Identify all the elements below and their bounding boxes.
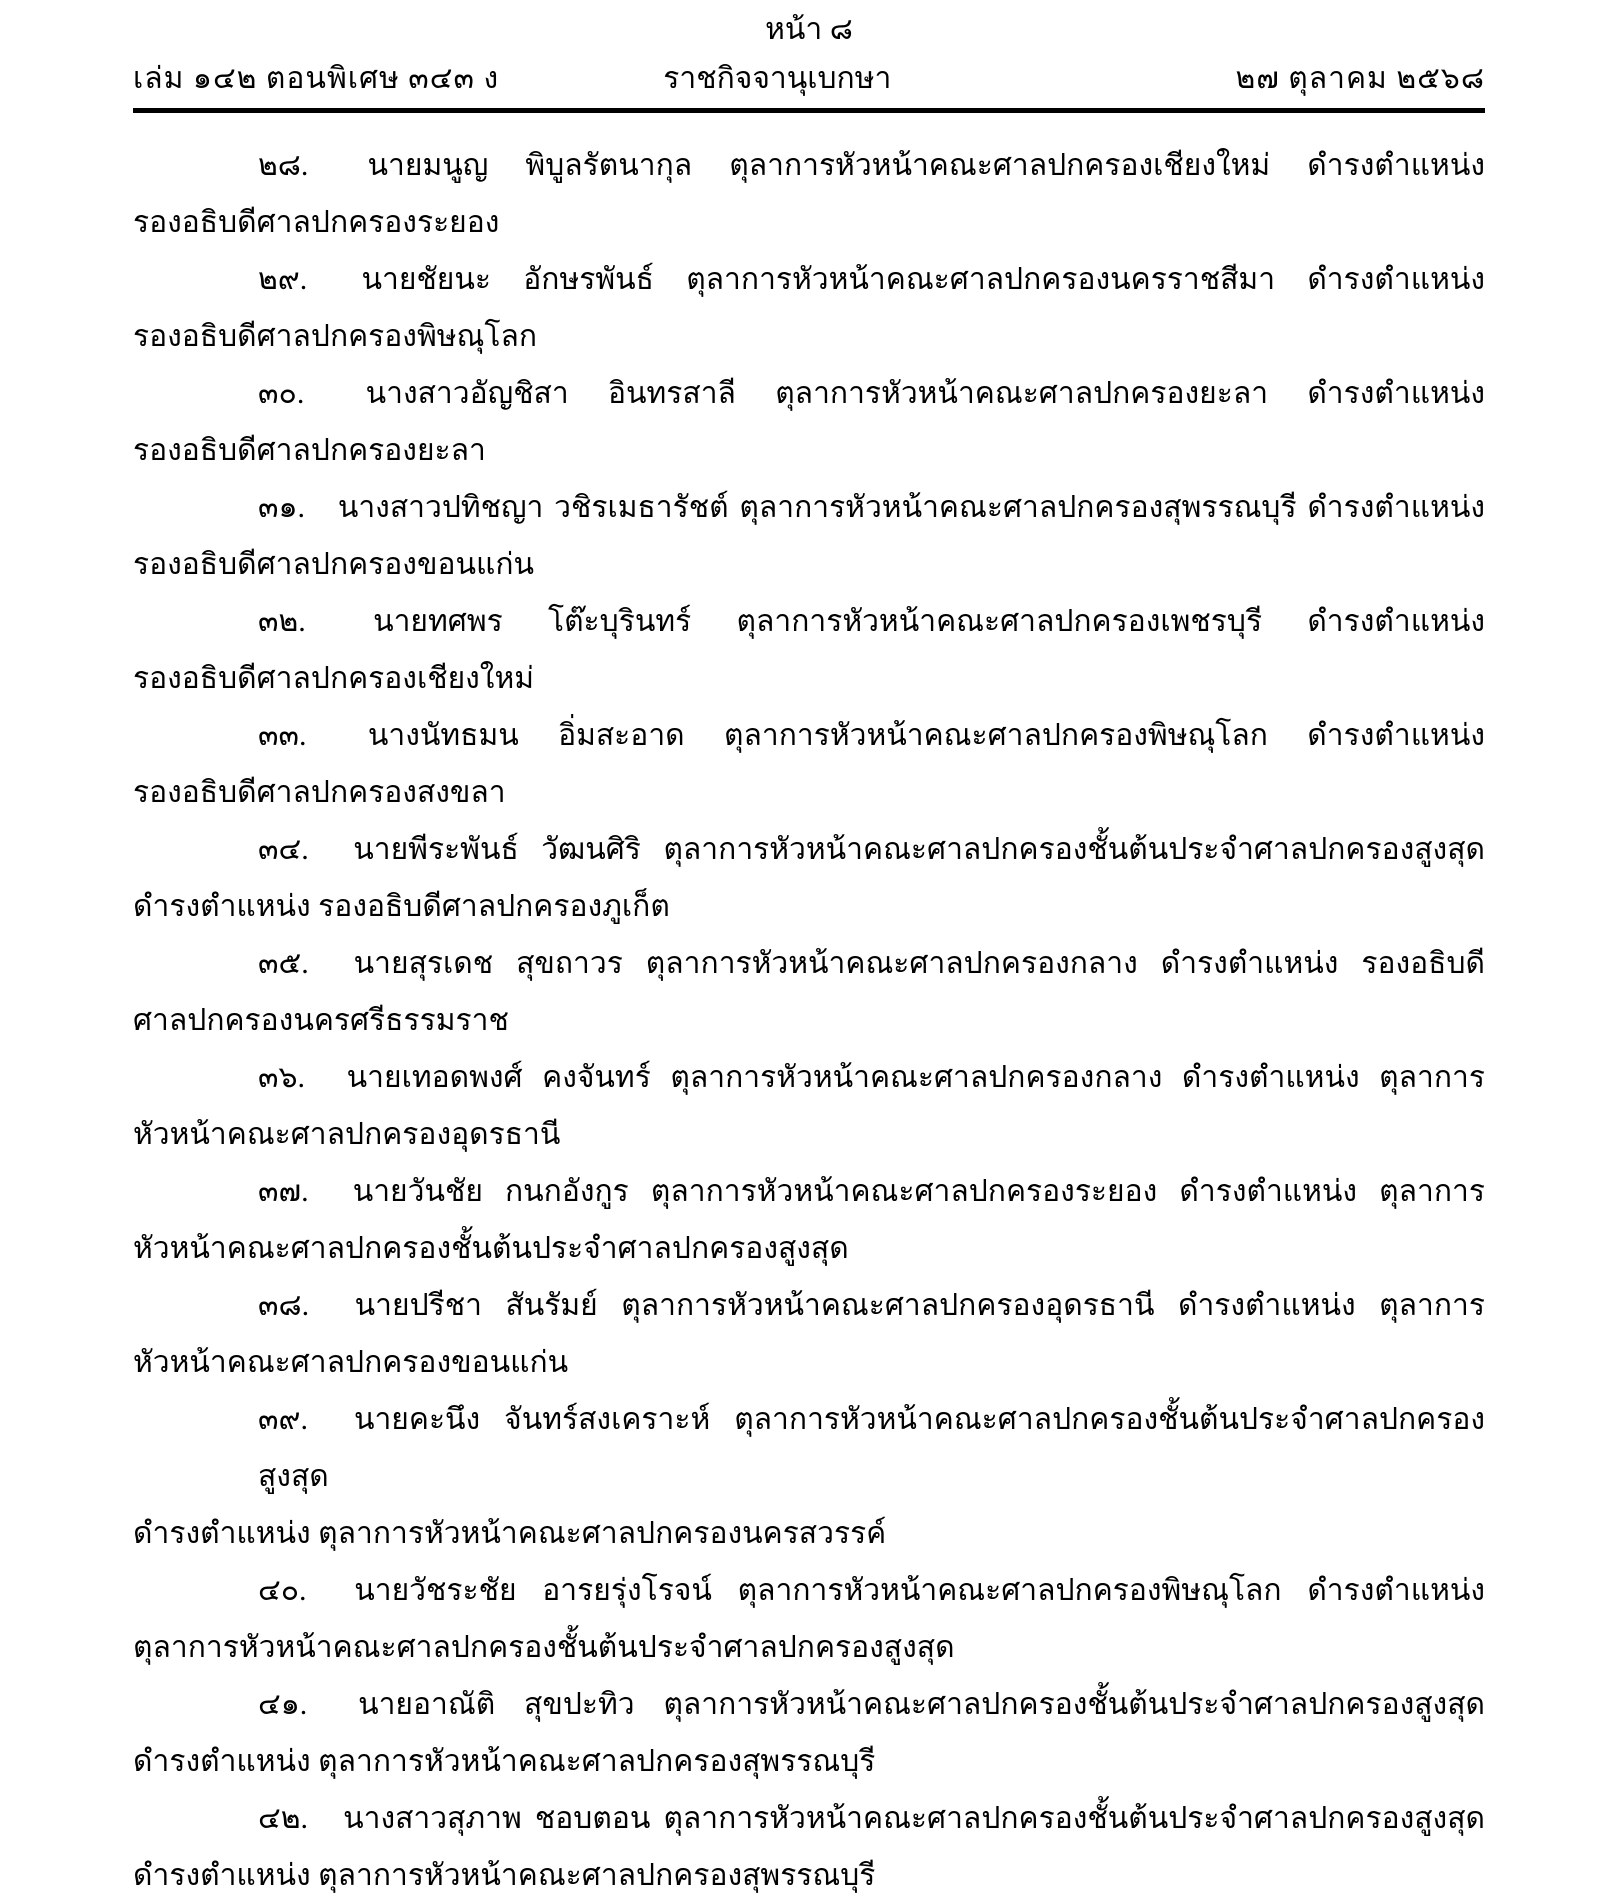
entry-line-2: ดำรงตำแหน่ง ตุลาการหัวหน้าคณะศาลปกครองสุพรรณบุรี xyxy=(133,1745,876,1778)
entry-number: ๔๐. xyxy=(258,1574,307,1607)
entry-line-2: รองอธิบดีศาลปกครองเชียงใหม่ xyxy=(133,662,535,695)
entry-number: ๓๕. xyxy=(258,947,309,980)
entry-text-1: นายมนูญ พิบูลรัตนากุล ตุลาการหัวหน้าคณะศาลปกครองเชียงใหม่ ดำรงตำแหน่ง xyxy=(367,149,1485,182)
gazette-entry xyxy=(133,479,1485,593)
entry-line-2: รองอธิบดีศาลปกครองขอนแก่น xyxy=(133,548,535,581)
entry-line-2: ดำรงตำแหน่ง ตุลาการหัวหน้าคณะศาลปกครองสุพรรณบุรี xyxy=(133,1859,876,1892)
gazette-entry xyxy=(133,593,1485,707)
entry-line-1 xyxy=(133,935,1485,992)
gazette-entry xyxy=(133,1790,1485,1904)
entry-number: ๓๙. xyxy=(258,1403,308,1436)
appointment-list xyxy=(133,137,1485,1904)
entry-number: ๓๐. xyxy=(258,377,305,410)
entry-number: ๓๓. xyxy=(258,719,307,752)
entry-number: ๒๙. xyxy=(258,263,308,296)
entry-text-1: นายวัชระชัย อารยรุ่งโรจน์ ตุลาการหัวหน้าคณะศาลปกครองพิษณุโลก ดำรงตำแหน่ง xyxy=(354,1574,1486,1607)
volume-info: เล่ม ๑๔๒ ตอนพิเศษ ๓๔๓ ง xyxy=(133,62,500,95)
entry-line-1 xyxy=(133,1790,1485,1847)
gazette-entry xyxy=(133,137,1485,251)
entry-line-1 xyxy=(133,1676,1485,1733)
entry-line-1 xyxy=(133,137,1485,194)
entry-line-2: รองอธิบดีศาลปกครองสงขลา xyxy=(133,776,506,809)
entry-text-1: นางนัทธมน อิ่มสะอาด ตุลาการหัวหน้าคณะศาลปกครองพิษณุโลก ดำรงตำแหน่ง xyxy=(367,719,1485,752)
entry-line-1 xyxy=(133,1163,1485,1220)
page-content xyxy=(133,0,1485,1904)
gazette-entry xyxy=(133,1391,1485,1562)
entry-text-1: นางสาวปทิชญา วชิรเมธารัชต์ ตุลาการหัวหน้าคณะศาลปกครองสุพรรณบุรี ดำรงตำแหน่ง xyxy=(337,491,1486,524)
entry-number: ๓๒. xyxy=(258,605,306,638)
entry-text-1: นายสุรเดช สุขถาวร ตุลาการหัวหน้าคณะศาลปกครองกลาง ดำรงตำแหน่ง รองอธิบดี xyxy=(353,947,1485,980)
masthead-row xyxy=(133,56,1485,102)
gazette-entry xyxy=(133,365,1485,479)
entry-line-1 xyxy=(133,1277,1485,1334)
gazette-entry xyxy=(133,251,1485,365)
gazette-entry xyxy=(133,821,1485,935)
entry-text-1: นายปรีชา สันรัมย์ ตุลาการหัวหน้าคณะศาลปกครองอุดรธานี ดำรงตำแหน่ง ตุลาการ xyxy=(354,1289,1486,1322)
entry-line-2: รองอธิบดีศาลปกครองระยอง xyxy=(133,206,500,239)
entry-line-1 xyxy=(133,479,1485,536)
entry-line-1 xyxy=(133,365,1485,422)
entry-text-1: นางสาวสุภาพ ชอบตอน ตุลาการหัวหน้าคณะศาลปกครองชั้นต้นประจำศาลปกครองสูงสุด xyxy=(343,1802,1486,1835)
entry-text-1: นายวันชัย กนกอังกูร ตุลาการหัวหน้าคณะศาลปกครองระยอง ดำรงตำแหน่ง ตุลาการ xyxy=(352,1175,1486,1208)
gazette-entry xyxy=(133,1277,1485,1391)
gazette-entry xyxy=(133,1676,1485,1790)
header-rule xyxy=(133,108,1485,113)
issue-date: ๒๗ ตุลาคม ๒๕๖๘ xyxy=(1235,62,1485,95)
gazette-entry xyxy=(133,935,1485,1049)
entry-line-2: รองอธิบดีศาลปกครองยะลา xyxy=(133,434,486,467)
gazette-entry xyxy=(133,1562,1485,1676)
entry-line-1 xyxy=(133,251,1485,308)
entry-line-2: ศาลปกครองนครศรีธรรมราช xyxy=(133,1004,509,1037)
gazette-entry xyxy=(133,1163,1485,1277)
entry-line-2: หัวหน้าคณะศาลปกครองอุดรธานี xyxy=(133,1118,561,1151)
entry-text-1: นายชัยนะ อักษรพันธ์ ตุลาการหัวหน้าคณะศาลปกครองนครราชสีมา ดำรงตำแหน่ง xyxy=(361,263,1485,296)
entry-number: ๔๒. xyxy=(258,1802,308,1835)
page-header xyxy=(133,0,1485,113)
entry-text-1: นายพีระพันธ์ วัฒนศิริ ตุลาการหัวหน้าคณะศาลปกครองชั้นต้นประจำศาลปกครองสูงสุด xyxy=(353,833,1485,866)
gazette-title: ราชกิจจานุเบกษา xyxy=(663,62,892,95)
entry-text-1: นายเทอดพงศ์ คงจันทร์ ตุลาการหัวหน้าคณะศาลปกครองกลาง ดำรงตำแหน่ง ตุลาการ xyxy=(346,1061,1486,1094)
entry-number: ๓๑. xyxy=(258,491,306,524)
entry-line-1 xyxy=(133,1049,1485,1106)
entry-text-1: นายอาณัติ สุขปะทิว ตุลาการหัวหน้าคณะศาลปกครองชั้นต้นประจำศาลปกครองสูงสุด xyxy=(358,1688,1485,1721)
entry-line-2: ดำรงตำแหน่ง ตุลาการหัวหน้าคณะศาลปกครองนครสวรรค์ xyxy=(133,1517,887,1550)
gazette-entry xyxy=(133,1049,1485,1163)
entry-text-1: นางสาวอัญชิสา อินทรสาลี ตุลาการหัวหน้าคณะศาลปกครองยะลา ดำรงตำแหน่ง xyxy=(365,377,1486,410)
entry-number: ๔๑. xyxy=(258,1688,308,1721)
entry-line-2: ตุลาการหัวหน้าคณะศาลปกครองชั้นต้นประจำศาลปกครองสูงสุด xyxy=(133,1631,955,1664)
entry-number: ๓๗. xyxy=(258,1175,309,1208)
entry-line-2: รองอธิบดีศาลปกครองพิษณุโลก xyxy=(133,320,538,353)
page-number: หน้า ๘ xyxy=(765,13,853,46)
entry-line-2: หัวหน้าคณะศาลปกครองขอนแก่น xyxy=(133,1346,569,1379)
gazette-entry xyxy=(133,707,1485,821)
entry-number: ๓๔. xyxy=(258,833,309,866)
entry-line-1 xyxy=(133,1391,1485,1505)
entry-line-1 xyxy=(133,1562,1485,1619)
entry-line-2: หัวหน้าคณะศาลปกครองชั้นต้นประจำศาลปกครองสูงสุด xyxy=(133,1232,849,1265)
entry-number: ๓๘. xyxy=(258,1289,310,1322)
entry-text-1: นายคะนึง จันทร์สงเคราะห์ ตุลาการหัวหน้าคณะศาลปกครองชั้นต้นประจำศาลปกครองสูงสุด xyxy=(258,1403,1486,1493)
entry-line-1 xyxy=(133,821,1485,878)
entry-line-1 xyxy=(133,593,1485,650)
entry-text-1: นายทศพร โต๊ะบุรินทร์ ตุลาการหัวหน้าคณะศาลปกครองเพชรบุรี ดำรงตำแหน่ง xyxy=(373,605,1486,638)
entry-number: ๒๘. xyxy=(258,149,309,182)
entry-line-2: ดำรงตำแหน่ง รองอธิบดีศาลปกครองภูเก็ต xyxy=(133,890,670,923)
entry-number: ๓๖. xyxy=(258,1061,306,1094)
entry-line-1 xyxy=(133,707,1485,764)
